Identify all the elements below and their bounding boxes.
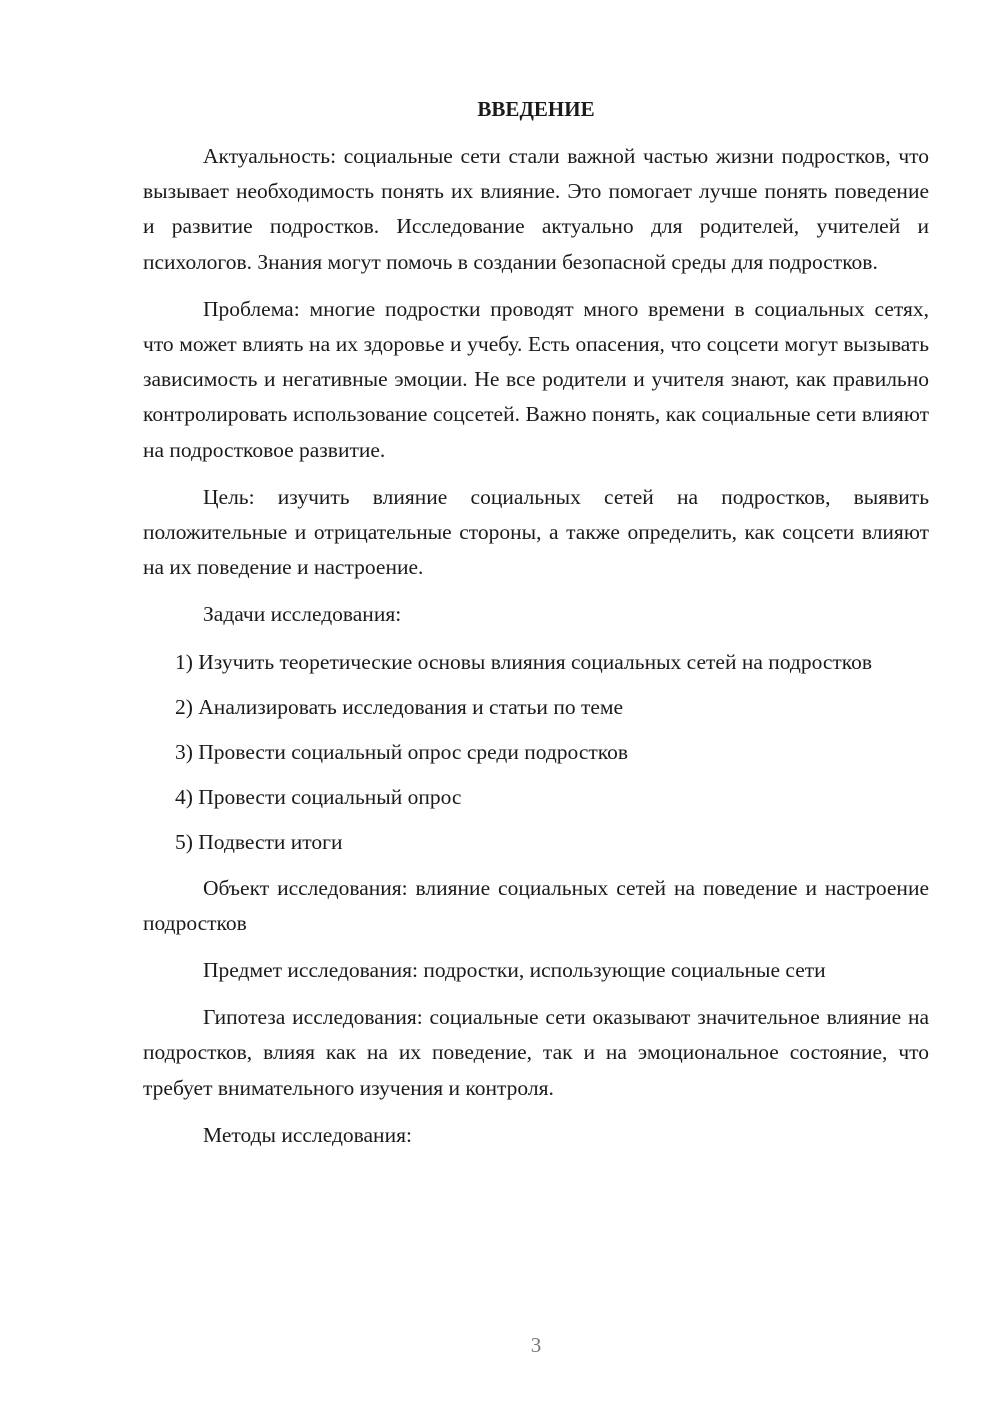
page-content — [143, 92, 929, 1165]
page-heading: ВВЕДЕНИЕ — [477, 97, 595, 121]
methods-heading: Методы исследования: — [203, 1122, 412, 1147]
task-item: 4) Провести социальный опрос — [175, 785, 462, 810]
tasks-heading: Задачи исследования: — [203, 602, 402, 627]
subject-paragraph: Предмет исследования: подростки, использующие социальные сети — [203, 958, 826, 983]
problem-paragraph: Проблема: многие подростки проводят много времени в социальных сетях, что может влиять на их здоровье и учебу. Есть опасения, что соцсети могут вызывать зависимость и негативные эмоции. Не все родители и учителя знают, как правильно контролировать использование соцсетей. Важно понять, как социальные сети влияют на подростковое развитие. — [143, 296, 929, 462]
relevance-paragraph: Актуальность: социальные сети стали важной частью жизни подростков, что вызывает необходимость понять их влияние. Это помогает лучше понять поведение и развитие подростков. Исследование актуально для родителей, учителей и психологов. Знания могут помочь в создании безопасной среды для подростков. — [143, 144, 929, 274]
task-item: 1) Изучить теоретические основы влияния социальных сетей на подростков — [175, 649, 873, 674]
goal-paragraph: Цель: изучить влияние социальных сетей на подростков, выявить положительные и отрицательные стороны, а также определить, как соцсети влияют на их поведение и настроение. — [143, 484, 929, 580]
task-item: 5) Подвести итоги — [175, 830, 343, 855]
object-paragraph: Объект исследования: влияние социальных сетей на поведение и настроение подростков — [143, 875, 929, 935]
page-number: 3 — [530, 1333, 542, 1357]
hypothesis-paragraph: Гипотеза исследования: социальные сети оказывают значительное влияние на подростков, влияя как на их поведение, так и на эмоциональное состояние, что требует внимательного изучения и контроля. — [143, 1005, 929, 1100]
task-item: 2) Анализировать исследования и статьи по теме — [175, 694, 624, 719]
task-item: 3) Провести социальный опрос среди подростков — [175, 740, 629, 765]
